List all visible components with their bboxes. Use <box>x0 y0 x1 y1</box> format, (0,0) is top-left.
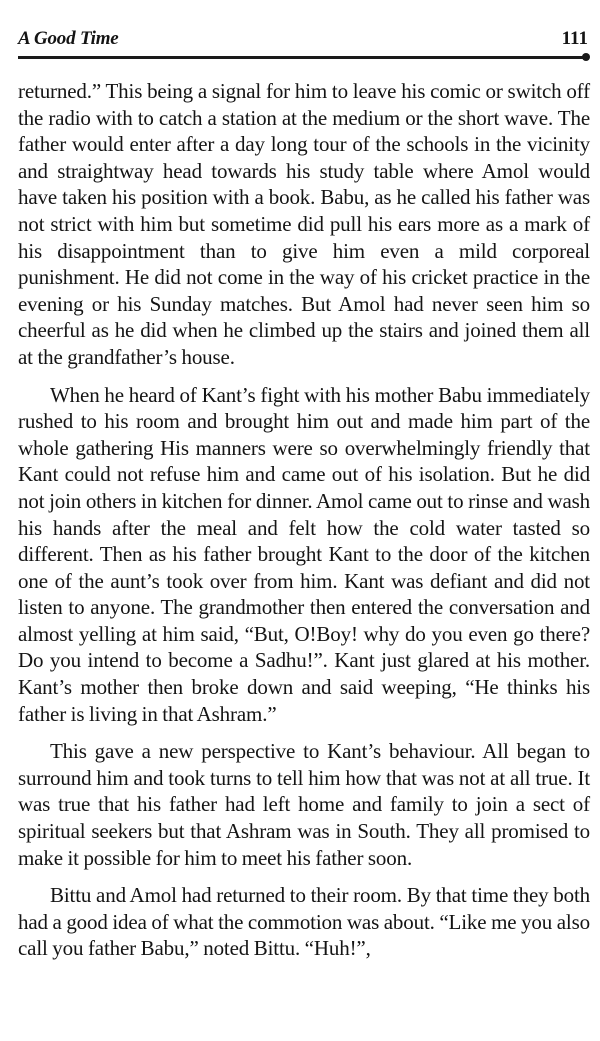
paragraph-kant-fight: When he heard of Kant’s fight with his mother Babu immediately rushed to his room and brought him out and made him part of the whole gathering His manners were so overwhelmingly friendly that Kant could not refuse him and came out of his isolation. But he did not join others in kitchen for dinner. Amol came out to rinse and wash his hands after the meal and felt how the cold water tasted so different. Then as his father brought Kant to the door of the kitchen one of the aunt’s took over from him. Kant was defiant and did not listen to anyone. The grandmother then entered the conversation and almost yelling at him said, “But, O!Boy! why do you even go there? Do you intend to become a Sadhu!”. Kant just glared at his mother. Kant’s mother then broke down and said weeping, “He thinks his father is living in that Ashram.” <box>18 382 590 726</box>
paragraph-continuation: returned.” This being a signal for him to leave his comic or switch off the radio with to catch a station at the medium or the short wave. The father would enter after a day long tour of the schools in the vicinity and straightway head towards his study table where Amol would have taken his position with a book. Babu, as he called his father was not strict with him but sometime did pull his ears more as a mark of his disappointment than to give him even a mild corporeal punishment. He did not come in the way of his cricket practice in the evening or his Sunday matches. But Amol had never seen him so cheerful as he did when he climbed up the stairs and joined them all at the grandfather’s house. <box>18 79 590 369</box>
page-number: 111 <box>561 28 588 49</box>
body-text <box>18 78 590 973</box>
header-rule <box>18 56 586 59</box>
paragraph-bittu-amol: Bittu and Amol had returned to their room. By that time they both had a good idea of what the commotion was about. “Like me you also call you father Babu,” noted Bittu. “Huh!”, <box>18 883 590 961</box>
running-header <box>18 0 590 52</box>
running-title: A Good Time <box>18 28 119 49</box>
book-page <box>18 0 590 1041</box>
paragraph-new-perspective: This gave a new perspective to Kant’s behaviour. All began to surround him and took turns to tell him how that was not at all true. It was true that his father had left home and family to join a sect of spiritual seekers but that Ashram was in South. They all promised to make it possible for him to meet his father soon. <box>18 739 590 870</box>
header-rule-dot <box>582 53 590 61</box>
